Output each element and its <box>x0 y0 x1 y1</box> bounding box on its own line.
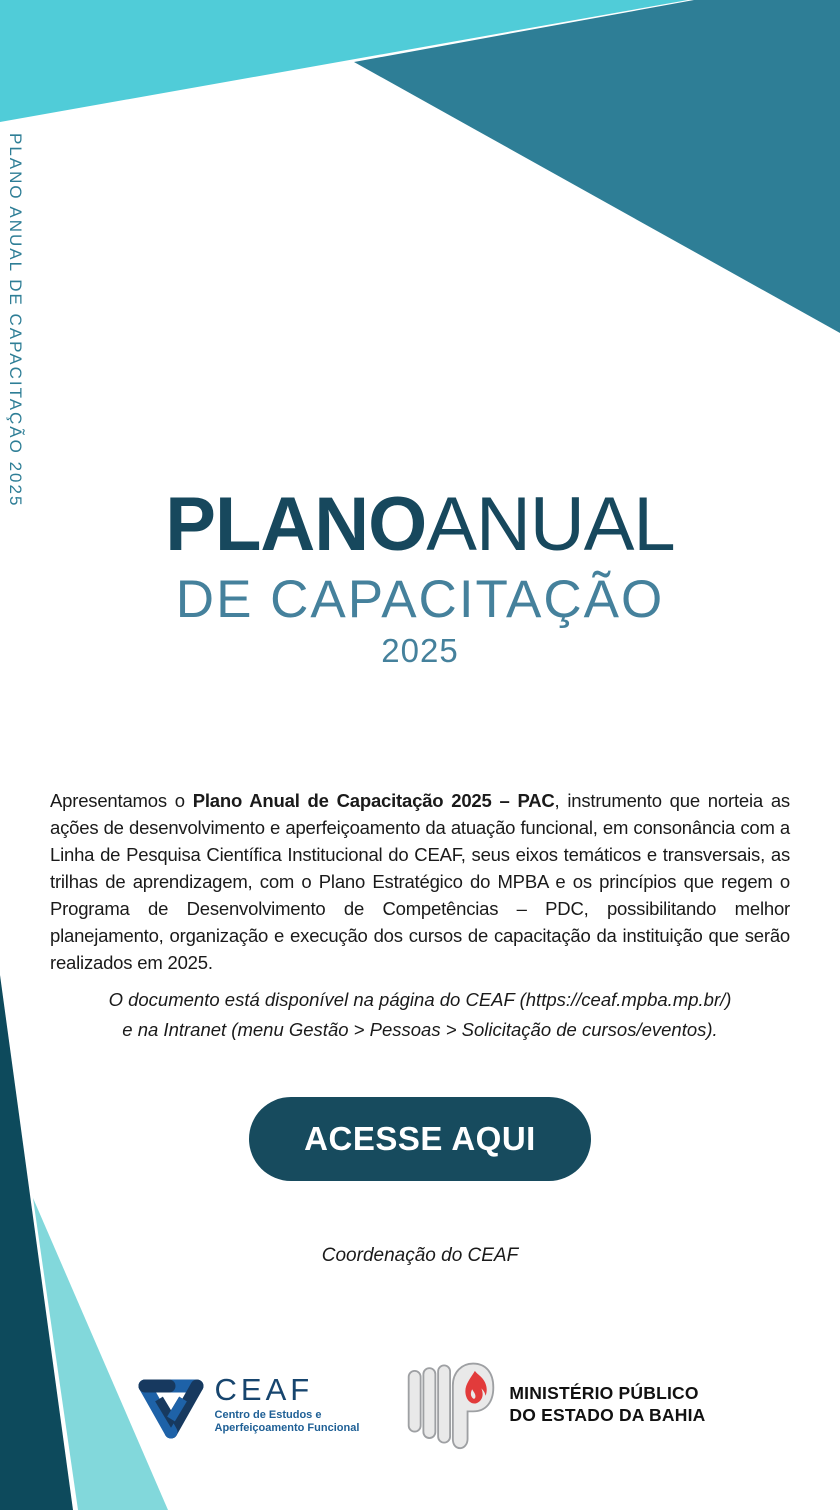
acesse-aqui-button[interactable]: ACESSE AQUI <box>249 1097 591 1181</box>
vertical-sidebar-title: PLANO ANUAL DE CAPACITAÇÃO 2025 <box>6 133 25 508</box>
ceaf-knot-icon <box>135 1369 205 1439</box>
intro-lead: Apresentamos o <box>50 789 193 811</box>
hero-title-bold: PLANO <box>165 482 427 567</box>
intro-highlight: Plano Anual de Capacitação 2025 – PAC <box>192 789 555 811</box>
signature-text: Coordenação do CEAF <box>321 1245 519 1266</box>
mp-logo-text <box>509 1382 705 1426</box>
mp-text-line2: DO ESTADO DA BAHIA <box>509 1405 706 1425</box>
mp-text-line1: MINISTÉRIO PÚBLICO <box>509 1383 699 1403</box>
ceaf-subtitle-line1: Centro de Estudos e <box>214 1408 322 1421</box>
ceaf-subtitle-line2: Aperfeiçoamento Funcional <box>214 1421 360 1434</box>
intro-rest: , instrumento que norteia as ações de desenvolvimento e aperfeiçoamento da atuação funcional, em consonância com a Linha de Pesquisa Científica Institucional do CEAF, seus eixos temáticos e transversais, as trilhas de aprendizagem, com o Plano Estratégico do MPBA e os princípios que regem o Programa de Desenvolvimento de Competências – PDC, possibilitando melhor planejamento, organização e execução dos cursos de capacitação da instituição que serão realizados em 2025. <box>50 789 790 973</box>
hero-year: 2025 <box>381 632 459 669</box>
availability-note <box>40 985 800 1045</box>
top-right-triangle <box>354 0 840 333</box>
ceaf-subtitle <box>215 1409 360 1435</box>
footer-logos <box>0 1358 840 1450</box>
mp-emblem-icon <box>405 1358 497 1450</box>
mp-logo <box>405 1358 705 1450</box>
ceaf-logo-text <box>214 1371 360 1435</box>
availability-line1: O documento está disponível na página do CEAF (https://ceaf.mpba.mp.br/) <box>108 989 732 1010</box>
hero-title-line <box>0 482 840 567</box>
ceaf-acronym: CEAF <box>214 1371 314 1407</box>
availability-line2: e na Intranet (menu Gestão > Pessoas > Solicitação de cursos/eventos). <box>122 1019 718 1040</box>
hero-title-block <box>0 482 840 669</box>
top-left-triangle <box>0 0 688 122</box>
hero-title-light: ANUAL <box>426 482 675 567</box>
top-corner-decoration <box>0 0 840 340</box>
intro-paragraph <box>50 787 790 976</box>
hero-subtitle: DE CAPACITAÇÃO <box>175 570 665 629</box>
ceaf-logo <box>135 1369 360 1439</box>
